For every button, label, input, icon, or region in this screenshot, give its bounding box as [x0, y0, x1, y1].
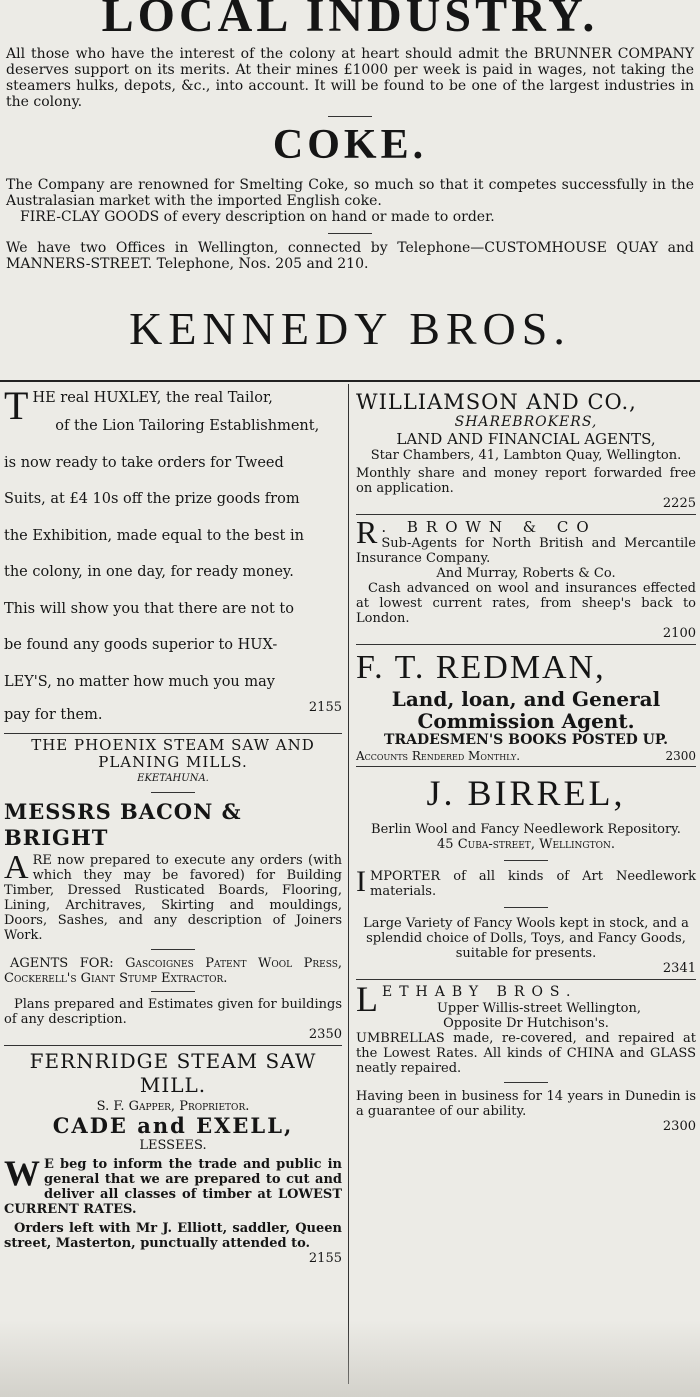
redman-advert [356, 648, 696, 763]
ad-number: 2341 [662, 961, 696, 976]
brown-body: Sub-Agents for North British and Mercantile Insurance Company. [356, 536, 696, 566]
left-column [4, 383, 342, 1266]
coke-body: The Company are renowned for Smelting Coke, so much so that it competes successfully in the Australasian market with the imported English coke. [6, 177, 694, 209]
birrel-address: 45 Cuba-street, Wellington. [437, 837, 615, 852]
brown-and: And Murray, Roberts & Co. [436, 566, 616, 581]
local-industry-body: All those who have the interest of the colony at heart should admit the BRUNNER COMPANY deserves support on its merits. At their mines £1000 per week is paid in wages, not taking the steamers hulks, depots, &c., into account. It will be found to be one of the largest industries in the colony. [6, 46, 694, 110]
bacon-bright-advert [4, 799, 342, 1042]
williamson-title: WILLIAMSON AND CO., [356, 390, 637, 414]
williamson-advert [356, 390, 696, 511]
redman-books: TRADESMEN'S BOOKS POSTED UP. [384, 732, 668, 748]
lethaby-opposite: Opposite Dr Hutchison's. [443, 1016, 609, 1031]
lethaby-body: UMBRELLAS made, re-covered, and repaired at the Lowest Rates. All kinds of CHINA and GLASS neatly repaired. [356, 1031, 696, 1076]
phoenix-place: EKETAHUNA. [137, 773, 209, 784]
williamson-agents: LAND AND FINANCIAL AGENTS, [396, 430, 656, 448]
fernridge-orders: Orders left with Mr J. Elliott, saddler, Queen street, Masterton, punctually attended to. [4, 1221, 342, 1251]
fireclay-text: FIRE-CLAY GOODS of every description on hand or made to order. [20, 209, 495, 225]
huxley-line: be found any goods superior to HUX- [4, 637, 278, 653]
section-rule [356, 979, 696, 980]
fernridge-proprietor: S. F. Gapper, Proprietor. [96, 1099, 250, 1114]
ad-number: 2300 [665, 749, 696, 763]
redman-accounts-line [356, 749, 696, 763]
fernridge-body-text: E beg to inform the trade and public in general that we are prepared to cut and deliver all classes of timber at LOWEST CURRENT RATES. [4, 1157, 342, 1217]
huxley-line: the Exhibition, made equal to the best in [4, 527, 304, 544]
huxley-line: the colony, in one day, for ready money. [4, 564, 294, 580]
fernridge-lessees-name: CADE and EXELL, [52, 1113, 294, 1138]
divider [151, 792, 195, 793]
ad-number: 2155 [308, 700, 342, 715]
ad-number: 2300 [662, 1119, 696, 1134]
lethaby-title: ETHABY BROS. [382, 984, 578, 1000]
ad-number: 2100 [662, 626, 696, 641]
lethaby-address: Upper Willis-street Wellington, [436, 1001, 642, 1016]
paper-texture [0, 1320, 700, 1397]
birrel-dropcap: I [356, 865, 366, 898]
fernridge-advert [4, 1049, 342, 1266]
redman-title: F. T. REDMAN, [356, 649, 606, 686]
divider [328, 116, 372, 117]
coke-title: COKE. [272, 122, 428, 168]
bacon-body [4, 849, 342, 943]
divider [504, 907, 548, 908]
ad-number: 2225 [662, 496, 696, 511]
bacon-title: MESSRS BACON & BRIGHT [4, 799, 242, 850]
column-divider [348, 384, 349, 1384]
divider [151, 991, 195, 992]
lethaby-advert [356, 979, 696, 1134]
bacon-plans: Plans prepared and Estimates given for buildings of any description. [4, 997, 342, 1027]
huxley-line: pay for them. [4, 707, 103, 723]
brown-title-line [356, 514, 696, 550]
huxley-line: of the Lion Tailoring Establishment, [55, 418, 320, 434]
fernridge-lessees: LESSEES. [139, 1138, 207, 1153]
section-rule [356, 766, 696, 767]
huxley-line: is now ready to take orders for Tweed [4, 454, 284, 471]
ad-number: 2155 [308, 1251, 342, 1266]
section-rule [4, 1045, 342, 1046]
section-rule [356, 644, 696, 645]
bacon-dropcap: A [4, 849, 29, 886]
lethaby-dropcap: L [356, 979, 378, 1019]
column-top-rule [0, 380, 700, 382]
kennedy-bros-title: KENNEDY BROS. [129, 303, 571, 354]
brown-cash: Cash advanced on wool and insurances effected at lowest current rates, from sheep's back to London. [356, 581, 696, 626]
williamson-report: Monthly share and money report forwarded free on application. [356, 466, 696, 496]
huxley-dropcap: T [4, 383, 29, 428]
huxley-line: Suits, at £4 10s off the prize goods from [4, 491, 300, 507]
brunner-advert [0, 0, 700, 272]
huxley-line: HE real HUXLEY, the real Tailor, [32, 390, 273, 406]
divider [328, 233, 372, 234]
redman-sub2: Commission Agent. [417, 709, 635, 733]
phoenix-title: THE PHOENIX STEAM SAW AND PLANING MILLS. [31, 736, 315, 771]
huxley-line: This will show you that there are not to [4, 600, 294, 617]
fernridge-dropcap: W [4, 1153, 40, 1193]
phoenix-advert [4, 737, 342, 786]
birrel-importer [356, 865, 696, 899]
birrel-advert [356, 770, 696, 976]
birrel-title: J. BIRREL, [426, 773, 626, 813]
lethaby-years: Having been in business for 14 years in Dunedin is a guarantee of our ability. [356, 1089, 696, 1119]
bacon-body-text: RE now prepared to execute any orders (with which they may be favored) for Building Timber, Dressed Rusticated Boards, Flooring, Lining, Architraves, Skirting and mouldings, Doors, Sashes, and any description of Joiners Work. [4, 853, 342, 943]
divider [504, 860, 548, 861]
section-rule [356, 514, 696, 515]
huxley-last-line [4, 700, 342, 730]
brown-title: . BROWN & CO [381, 518, 597, 536]
brown-advert [356, 514, 696, 641]
bacon-agents: AGENTS FOR: Gascoignes Patent Wool Press, Cockerell's Giant Stump Extractor. [4, 956, 342, 986]
local-industry-title: LOCAL INDUSTRY. [101, 0, 599, 42]
offices-text: We have two Offices in Wellington, connected by Telephone—CUSTOMHOUSE QUAY and MANNERS-STREET. Telephone, Nos. 205 and 210. [6, 240, 694, 272]
divider [504, 1082, 548, 1083]
brown-dropcap: R [356, 514, 378, 550]
williamson-subtitle: SHAREBROKERS, [454, 414, 598, 430]
fernridge-title: FERNRIDGE STEAM SAW MILL. [29, 1049, 317, 1097]
birrel-importer-text: MPORTER of all kinds of Art Needlework materials. [370, 869, 696, 899]
redman-sub1: Land, loan, and General [391, 687, 661, 711]
fernridge-body [4, 1153, 342, 1217]
section-rule [4, 733, 342, 734]
williamson-address: Star Chambers, 41, Lambton Quay, Wellington. [370, 448, 682, 463]
divider [151, 949, 195, 950]
birrel-variety: Large Variety of Fancy Wools kept in stock, and a splendid choice of Dolls, Toys, and Fancy Goods, suitable for presents. [363, 916, 689, 961]
huxley-line: LEY'S, no matter how much you may [4, 673, 275, 690]
right-column [356, 390, 696, 1134]
birrel-desc: Berlin Wool and Fancy Needlework Repository. [371, 822, 681, 837]
redman-accounts: Accounts Rendered Monthly. [356, 749, 521, 763]
ad-number: 2350 [308, 1027, 342, 1042]
huxley-advert [4, 383, 342, 730]
